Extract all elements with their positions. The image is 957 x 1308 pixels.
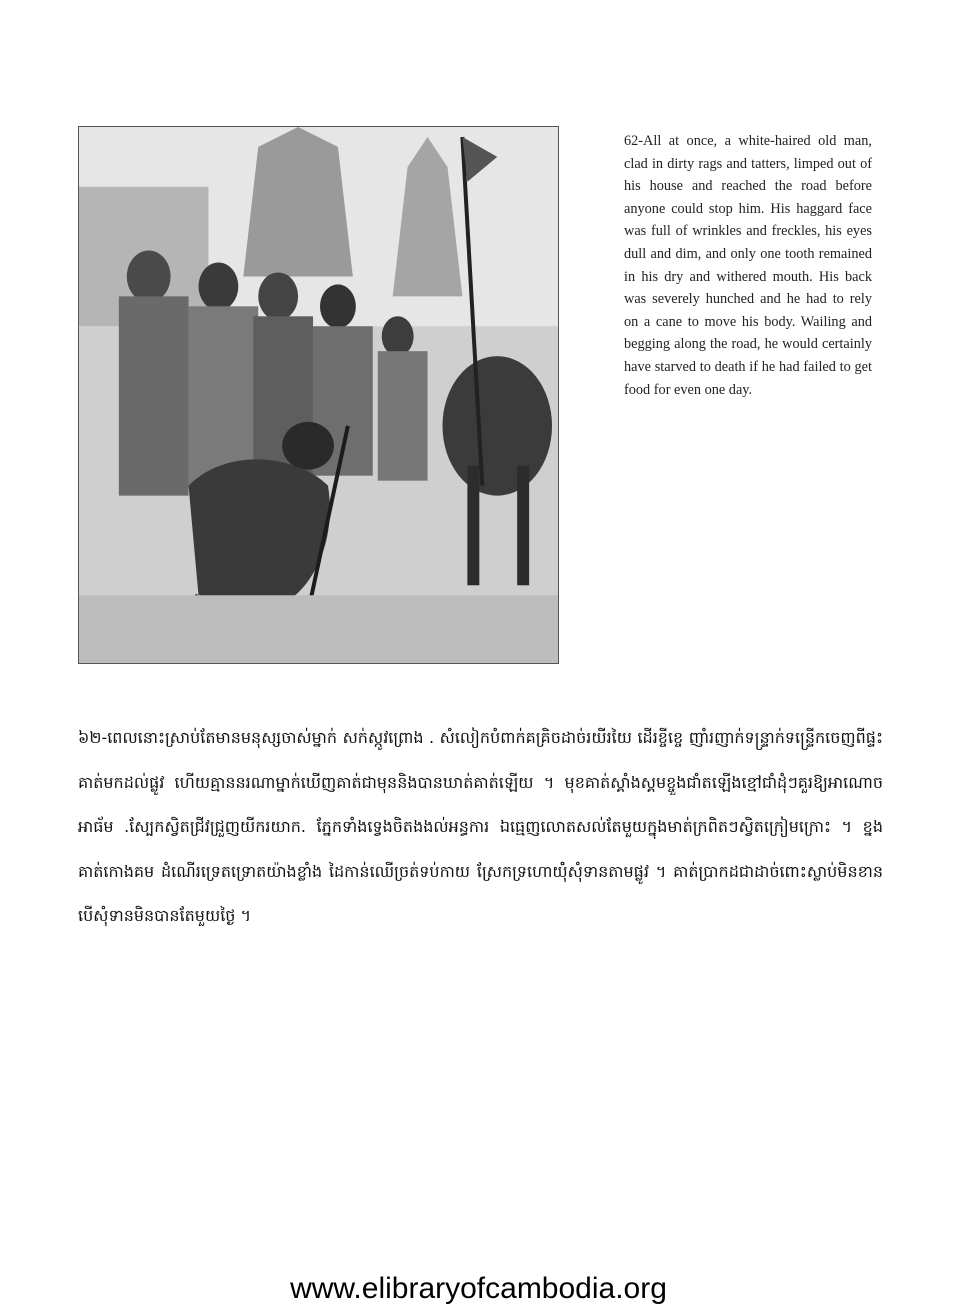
illustration-icon [79, 127, 558, 663]
illustration [78, 126, 559, 664]
footer-url: www.elibraryofcambodia.org [290, 1272, 667, 1305]
english-caption: 62-All at once, a white-haired old man, clad in dirty rags and tatters, limped out of his house and reached the road before anyone could stop him. His haggard face was full of wrinkles and freckles, his eyes dull and dim, and only one tooth remained in his dry and withered mouth. His back was severely hunched and he had to rely on a cane to move his body. Wailing and begging along the road, he would certainly have starved to death if he had failed to get food for even one day. [624, 133, 872, 398]
khmer-paragraph: ៦២-ពេលនោះស្រាប់តែមានមនុស្សចាស់ម្នាក់ សក់ស្កូវព្រោង . សំលៀកបំពាក់គគ្រិចដាច់រយីរយៃ ដើរខ្ចីខ្ចេ ញាំរញាក់ទន្ទ្រាក់ទន្ទ្រេីកចេញពីផ្ទះគាត់មកដល់ផ្លូវ ហើយគ្មាននរណាម្នាក់ឃើញគាត់ជាមុននិងបានឃាត់គាត់ឡើយ ។ មុខគាត់ស្គាំងស្គមខ្ចួងជាំតឡើងខ្មៅជាំដុំៗគួរឱ្យអាណោចអាធ័ម .ស្បែកស្វិតជ្រីវជ្រួញយីករយាក. ភ្នែកទាំងទ្វេងចិតងងល់អន្ធការ ឯធ្មេញលោតសល់តែមួយក្នុងមាត់ក្រពិតៗស្វិតក្រៀមក្រោះ ។ ខ្នងគាត់កោងគម ដំណើរទ្រេតទ្រោតយ៉ាងខ្លាំង ដៃកាន់ឈើច្រត់ទប់កាយ ស្រែកទ្រហោយ៉ុំសុំទានតាមផ្លូវ ។ គាត់ប្រាកដជាដាច់ពោះស្លាប់មិនខាន បើសុំទានមិនបានតែមួយថ្ងៃ ។ [78, 728, 883, 925]
